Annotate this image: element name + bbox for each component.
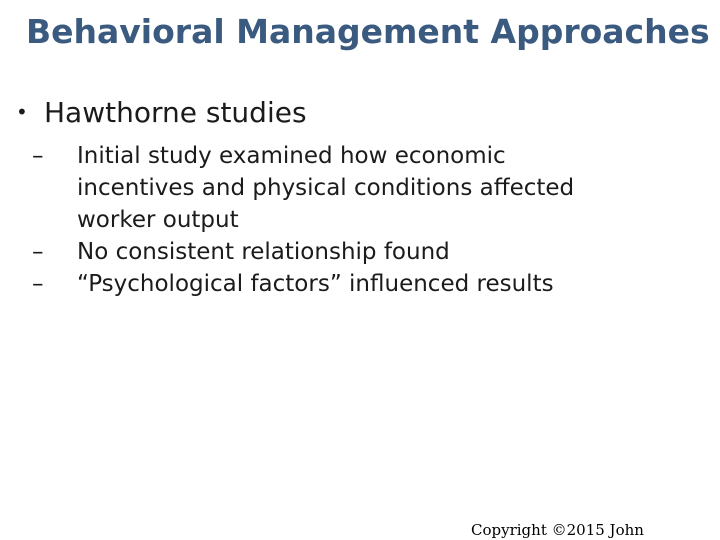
sub-bullet-list: [32, 140, 592, 300]
sub-bullet-item: [32, 268, 592, 300]
dash-marker: –: [32, 143, 44, 169]
sub-bullet-item: [32, 140, 592, 236]
bullet-marker: •: [16, 100, 28, 124]
sub-bullet-text: “Psychological factors” influenced results: [77, 271, 554, 297]
copyright-footer: Copyright ©2015 John: [471, 521, 644, 539]
sub-bullet-item: [32, 236, 592, 268]
sub-bullet-text: Initial study examined how economic incentives and physical conditions affected worker output: [77, 143, 575, 233]
dash-marker: –: [32, 271, 44, 297]
bullet-item: [16, 92, 696, 133]
dash-marker: –: [32, 239, 44, 265]
slide-title: Behavioral Management Approaches: [26, 12, 710, 51]
sub-bullet-text: No consistent relationship found: [77, 239, 450, 265]
bullet-text: Hawthorne studies: [44, 96, 307, 129]
